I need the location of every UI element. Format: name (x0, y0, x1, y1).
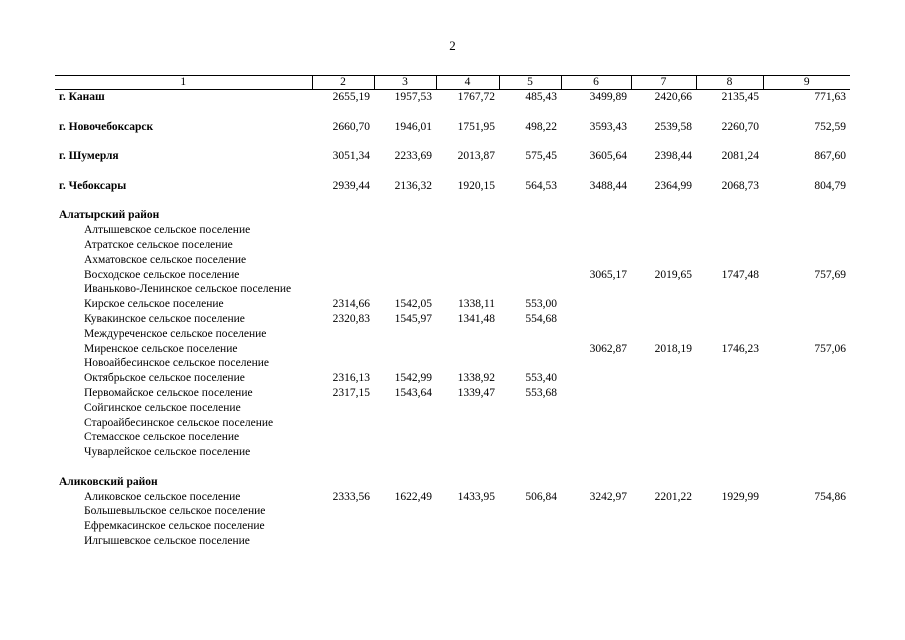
value-cell: 1545,97 (394, 312, 432, 325)
row-label: Илгышевское сельское поселение (84, 534, 250, 547)
value-cell (631, 430, 696, 445)
value-cell: 2364,99 (654, 179, 692, 192)
value-cell (374, 475, 436, 490)
value-cell (499, 208, 561, 223)
value-cell (696, 282, 763, 297)
value-cell: 3605,64 (589, 150, 627, 163)
value-cell: 1622,49 (394, 490, 432, 503)
value-cell: 2398,44 (654, 150, 692, 163)
value-cell (696, 238, 763, 253)
value-cell (561, 475, 631, 490)
value-cell: 506,84 (525, 490, 557, 503)
table-row (55, 253, 850, 268)
value-cell: 1957,53 (394, 91, 432, 103)
value-cell: 1767,72 (457, 91, 495, 103)
value-cell: 2314,66 (332, 298, 370, 311)
value-cell: 867,60 (814, 150, 846, 163)
row-label: Аликовское сельское поселение (84, 490, 241, 503)
value-cell (763, 327, 850, 342)
value-cell (631, 282, 696, 297)
value-cell (763, 371, 850, 386)
value-cell (374, 268, 436, 283)
value-cell: 485,43 (525, 91, 557, 103)
row-label: Большевыльское сельское поселение (84, 505, 266, 518)
value-cell (374, 238, 436, 253)
table-row (55, 475, 850, 490)
table-row (55, 297, 850, 312)
value-cell (374, 282, 436, 297)
table-row (55, 371, 850, 386)
value-cell: 1920,15 (457, 179, 495, 192)
value-cell: 1338,92 (457, 372, 495, 385)
value-cell (561, 238, 631, 253)
value-cell (499, 430, 561, 445)
value-cell (561, 401, 631, 416)
value-cell: 1433,95 (457, 490, 495, 503)
table-row (55, 519, 850, 534)
value-cell (374, 253, 436, 268)
row-label: г. Канаш (59, 91, 105, 103)
value-cell: 2233,69 (394, 150, 432, 163)
col-header-9: 9 (763, 76, 850, 90)
value-cell (436, 342, 499, 357)
value-cell (561, 223, 631, 238)
value-cell (436, 475, 499, 490)
value-cell: 3593,43 (589, 120, 627, 133)
value-cell: 1946,01 (394, 120, 432, 133)
value-cell (499, 282, 561, 297)
value-cell (436, 238, 499, 253)
value-cell (696, 416, 763, 431)
value-cell: 752,59 (814, 120, 846, 133)
table-row (55, 208, 850, 223)
value-cell (631, 356, 696, 371)
value-cell: 2135,45 (721, 91, 759, 103)
value-cell (696, 356, 763, 371)
row-label: Чуварлейское сельское поселение (84, 446, 251, 459)
value-cell: 575,45 (525, 150, 557, 163)
row-label: Кирское сельское поселение (84, 298, 224, 311)
value-cell (312, 401, 374, 416)
value-cell (631, 371, 696, 386)
row-label: Ахматовское сельское поселение (84, 253, 247, 266)
value-cell (499, 401, 561, 416)
value-cell: 2201,22 (654, 490, 692, 503)
value-cell: 754,86 (814, 490, 846, 503)
row-label: г. Новочебоксарск (59, 120, 154, 133)
value-cell (763, 386, 850, 401)
spacer-row (55, 194, 850, 209)
value-cell (312, 327, 374, 342)
value-cell (631, 238, 696, 253)
value-cell (374, 519, 436, 534)
value-cell (499, 356, 561, 371)
row-label: Староайбесинское сельское поселение (84, 416, 274, 429)
value-cell (631, 223, 696, 238)
value-cell (499, 416, 561, 431)
col-header-8: 8 (696, 76, 763, 90)
table-row (55, 268, 850, 283)
value-cell (436, 519, 499, 534)
value-cell (696, 297, 763, 312)
value-cell (561, 327, 631, 342)
value-cell (312, 416, 374, 431)
value-cell (631, 401, 696, 416)
row-label: Алтышевское сельское поселение (84, 224, 251, 237)
value-cell (561, 253, 631, 268)
value-cell (561, 430, 631, 445)
value-cell (499, 475, 561, 490)
value-cell: 2316,13 (332, 372, 370, 385)
value-cell: 1746,23 (721, 342, 759, 355)
value-cell (312, 208, 374, 223)
value-cell: 2420,66 (654, 91, 692, 103)
value-cell (631, 253, 696, 268)
value-cell: 2019,65 (654, 268, 692, 281)
table-row (55, 342, 850, 357)
value-cell (763, 297, 850, 312)
value-cell (561, 504, 631, 519)
page-number: 2 (449, 38, 456, 53)
value-cell (436, 327, 499, 342)
value-cell (374, 416, 436, 431)
value-cell (312, 223, 374, 238)
value-cell (763, 475, 850, 490)
table-row (55, 312, 850, 327)
col-header-4: 4 (436, 76, 499, 90)
value-cell (696, 430, 763, 445)
value-cell (561, 371, 631, 386)
value-cell: 1542,99 (394, 372, 432, 385)
value-cell (561, 356, 631, 371)
col-header-6: 6 (561, 76, 631, 90)
value-cell: 3062,87 (589, 342, 627, 355)
value-cell (436, 223, 499, 238)
value-cell: 554,68 (525, 312, 557, 325)
value-cell (499, 223, 561, 238)
value-cell (696, 312, 763, 327)
table-row (55, 223, 850, 238)
value-cell (696, 475, 763, 490)
row-label: Стемасское сельское поселение (84, 431, 240, 444)
value-cell (561, 386, 631, 401)
row-label: Аликовский район (59, 475, 158, 488)
row-label: Ефремкасинское сельское поселение (84, 520, 265, 533)
value-cell: 2068,73 (721, 179, 759, 192)
value-cell (696, 534, 763, 549)
col-header-7: 7 (631, 76, 696, 90)
value-cell: 3488,44 (589, 179, 627, 192)
table-row (55, 282, 850, 297)
row-label: Новоайбесинское сельское поселение (84, 357, 269, 370)
value-cell (763, 282, 850, 297)
value-cell (696, 327, 763, 342)
value-cell: 3499,89 (589, 91, 627, 103)
value-cell (696, 223, 763, 238)
value-cell (374, 504, 436, 519)
value-cell (696, 519, 763, 534)
row-label: Октябрьское сельское поселение (84, 372, 245, 385)
value-cell: 498,22 (525, 120, 557, 133)
col-header-3: 3 (374, 76, 436, 90)
table-row (55, 356, 850, 371)
value-cell: 2939,44 (332, 179, 370, 192)
table-row (55, 386, 850, 401)
value-cell (763, 534, 850, 549)
value-cell (312, 519, 374, 534)
value-cell (499, 238, 561, 253)
table-row (55, 90, 850, 105)
row-label: Первомайское сельское поселение (84, 386, 253, 399)
value-cell (696, 445, 763, 460)
value-cell (763, 519, 850, 534)
value-cell (374, 445, 436, 460)
value-cell (499, 445, 561, 460)
value-cell (561, 534, 631, 549)
value-cell: 1751,95 (457, 120, 495, 133)
value-cell: 3065,17 (589, 268, 627, 281)
value-cell (631, 386, 696, 401)
value-cell (374, 534, 436, 549)
spacer-row (55, 134, 850, 149)
value-cell (696, 371, 763, 386)
value-cell (631, 297, 696, 312)
value-cell (436, 401, 499, 416)
row-label: г. Шумерля (59, 150, 119, 163)
value-cell (312, 534, 374, 549)
value-cell (312, 342, 374, 357)
table-row (55, 149, 850, 164)
value-cell (312, 445, 374, 460)
row-label: г. Чебоксары (59, 179, 127, 192)
value-cell (499, 253, 561, 268)
value-cell (696, 401, 763, 416)
value-cell (312, 356, 374, 371)
value-cell (374, 327, 436, 342)
value-cell (374, 356, 436, 371)
value-cell (631, 327, 696, 342)
table-row (55, 401, 850, 416)
row-label: Иваньково-Ленинское сельское поселение (84, 283, 292, 296)
table-row (55, 430, 850, 445)
row-label: Междуреченское сельское поселение (84, 327, 267, 340)
value-cell: 2018,19 (654, 342, 692, 355)
value-cell (312, 504, 374, 519)
value-cell (763, 416, 850, 431)
value-cell: 553,68 (525, 386, 557, 399)
value-cell (763, 223, 850, 238)
value-cell: 3242,97 (589, 490, 627, 503)
value-cell (374, 208, 436, 223)
table-row (55, 238, 850, 253)
col-header-1: 1 (55, 76, 312, 90)
value-cell (631, 445, 696, 460)
value-cell (763, 430, 850, 445)
value-cell (561, 416, 631, 431)
value-cell (374, 401, 436, 416)
value-cell: 2013,87 (457, 150, 495, 163)
row-label: Миренское сельское поселение (84, 342, 238, 355)
value-cell: 553,40 (525, 372, 557, 385)
value-cell (436, 268, 499, 283)
spacer-row (55, 164, 850, 179)
value-cell: 2660,70 (332, 120, 370, 133)
value-cell: 771,63 (814, 91, 846, 103)
value-cell (696, 504, 763, 519)
spacer-cell (55, 460, 850, 475)
value-cell (499, 327, 561, 342)
spacer-cell (55, 194, 850, 209)
spacer-row (55, 105, 850, 120)
value-cell (374, 430, 436, 445)
value-cell (436, 534, 499, 549)
col-header-5: 5 (499, 76, 561, 90)
table-body (55, 90, 850, 549)
value-cell (436, 356, 499, 371)
value-cell (436, 430, 499, 445)
value-cell (374, 223, 436, 238)
value-cell (631, 534, 696, 549)
value-cell: 564,53 (525, 179, 557, 192)
value-cell (499, 342, 561, 357)
value-cell: 1339,47 (457, 386, 495, 399)
value-cell (312, 268, 374, 283)
value-cell: 553,00 (525, 298, 557, 311)
value-cell (763, 312, 850, 327)
row-label: Кувакинское сельское поселение (84, 312, 245, 325)
table-row (55, 504, 850, 519)
spacer-row (55, 460, 850, 475)
value-cell (436, 416, 499, 431)
value-cell (763, 401, 850, 416)
value-cell (561, 312, 631, 327)
row-label: Сойгинское сельское поселение (84, 401, 241, 414)
value-cell (436, 504, 499, 519)
table-row (55, 120, 850, 135)
value-cell (312, 282, 374, 297)
value-cell (561, 297, 631, 312)
value-cell (763, 445, 850, 460)
value-cell (561, 519, 631, 534)
value-cell: 2333,56 (332, 490, 370, 503)
value-cell (631, 475, 696, 490)
value-cell: 2260,70 (721, 120, 759, 133)
value-cell (763, 356, 850, 371)
spacer-cell (55, 134, 850, 149)
value-cell (561, 282, 631, 297)
tariff-table (55, 75, 850, 549)
value-cell (631, 208, 696, 223)
value-cell (631, 519, 696, 534)
value-cell (436, 208, 499, 223)
value-cell (763, 253, 850, 268)
value-cell (631, 416, 696, 431)
value-cell: 2539,58 (654, 120, 692, 133)
value-cell (561, 445, 631, 460)
value-cell: 2317,15 (332, 386, 370, 399)
value-cell: 2081,24 (721, 150, 759, 163)
value-cell: 1543,64 (394, 386, 432, 399)
value-cell (631, 504, 696, 519)
table-row (55, 416, 850, 431)
row-label: Атратское сельское поселение (84, 238, 233, 251)
value-cell: 2655,19 (332, 91, 370, 103)
value-cell (696, 253, 763, 268)
table-row (55, 490, 850, 505)
value-cell (499, 534, 561, 549)
value-cell (763, 504, 850, 519)
value-cell: 757,69 (814, 268, 846, 281)
value-cell (696, 386, 763, 401)
spacer-cell (55, 105, 850, 120)
value-cell (312, 430, 374, 445)
value-cell: 804,79 (814, 179, 846, 192)
value-cell: 2136,32 (394, 179, 432, 192)
value-cell: 2320,83 (332, 312, 370, 325)
value-cell: 1341,48 (457, 312, 495, 325)
col-header-2: 2 (312, 76, 374, 90)
row-label: Восходское сельское поселение (84, 268, 240, 281)
value-cell: 1338,11 (458, 298, 495, 311)
value-cell (374, 342, 436, 357)
value-cell (312, 475, 374, 490)
value-cell: 757,06 (814, 342, 846, 355)
value-cell (436, 282, 499, 297)
value-cell (312, 253, 374, 268)
header-row (55, 76, 850, 90)
value-cell: 1542,05 (394, 298, 432, 311)
table-row (55, 534, 850, 549)
value-cell (499, 268, 561, 283)
value-cell: 3051,34 (332, 150, 370, 163)
value-cell (499, 504, 561, 519)
value-cell: 1929,99 (721, 490, 759, 503)
value-cell (561, 208, 631, 223)
value-cell (436, 445, 499, 460)
table-row (55, 445, 850, 460)
table-row (55, 327, 850, 342)
value-cell (763, 238, 850, 253)
value-cell (499, 519, 561, 534)
value-cell (696, 208, 763, 223)
table-row (55, 179, 850, 194)
row-label: Алатырский район (59, 209, 160, 222)
spacer-cell (55, 164, 850, 179)
value-cell (436, 253, 499, 268)
value-cell (631, 312, 696, 327)
value-cell (763, 208, 850, 223)
value-cell: 1747,48 (721, 268, 759, 281)
value-cell (312, 238, 374, 253)
